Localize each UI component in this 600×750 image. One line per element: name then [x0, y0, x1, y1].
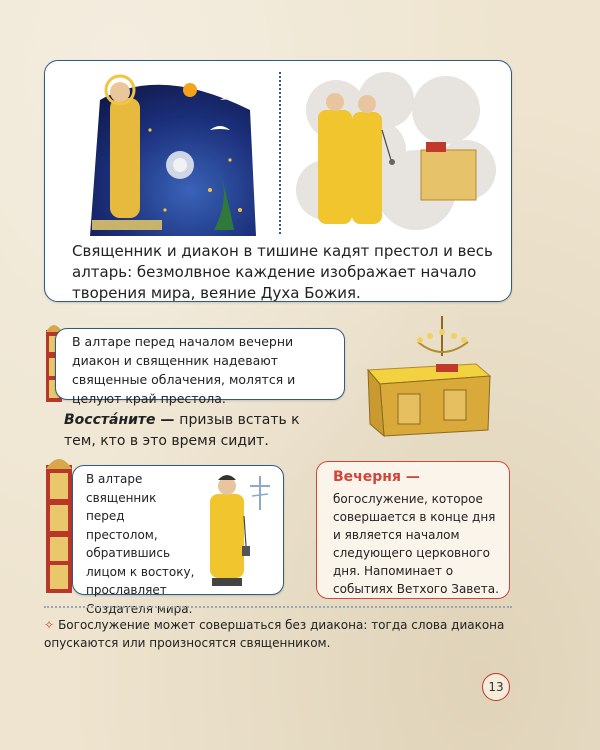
footnote-text: Богослужение может совершаться без диакона: тогда слова диакона опускаются или произносятся священником.	[44, 618, 505, 650]
priest-illustration	[196, 470, 278, 590]
vespers-term: Вечерня —	[333, 469, 420, 485]
vespers-definition-text: богослужение, которое совершается в конце дня и является началом следующего церковного дня. Напоминает о событиях Ветхого Завета.	[333, 492, 499, 596]
creation-illustration	[70, 70, 256, 236]
vespers-intro-text: В алтаре перед началом вечерни диакон и священник надевают священные облачения, молятся и целуют край престола.	[72, 334, 296, 406]
vostanite-text: призыв встать к тем, кто в это время сидит.	[64, 412, 300, 449]
clergy-censing-illustration	[296, 70, 496, 236]
sparkle-icon: ✧	[44, 618, 55, 632]
iconostasis-icon	[44, 455, 74, 595]
footnote-divider	[44, 606, 512, 608]
vostanite-definition	[64, 410, 324, 452]
card-divider	[279, 72, 281, 234]
footnote	[44, 616, 514, 652]
top-caption: Священник и диакон в тишине кадят престол и весь алтарь: безмолвное каждение изображает начало творения мира, веяние Духа Божия.	[72, 242, 493, 302]
vostanite-dash: —	[155, 412, 180, 428]
page-number: 13	[482, 673, 510, 701]
priest-caption: В алтаре священник перед престолом, обратившись лицом к востоку, прославляет Создателя мира.	[86, 472, 195, 616]
vostanite-term: Восста́ните	[64, 412, 156, 428]
holy-table-illustration	[358, 312, 496, 442]
